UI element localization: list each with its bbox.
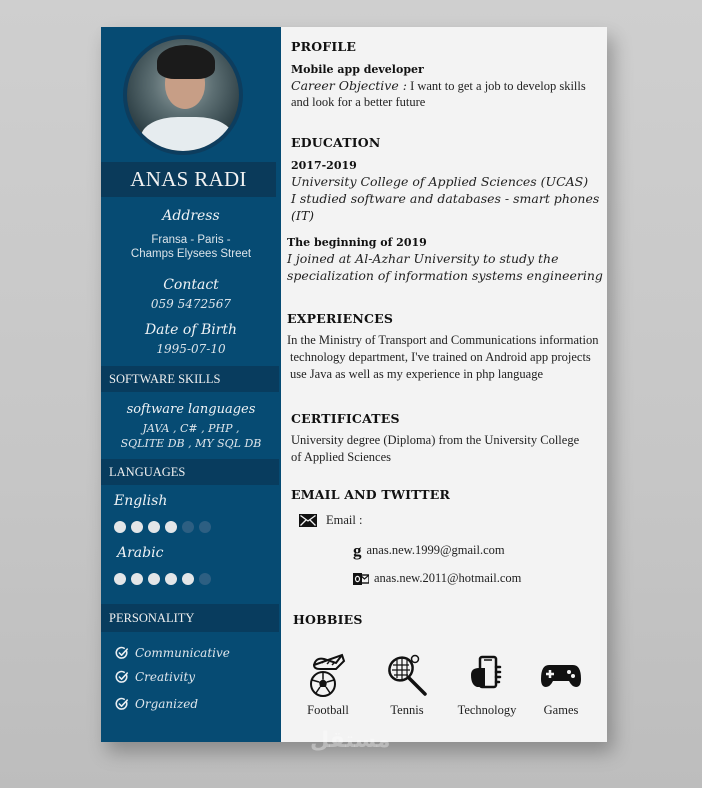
hobbies-heading: HOBBIES xyxy=(293,612,363,627)
dob-value: 1995-07-10 xyxy=(156,342,226,356)
rating-dot-empty xyxy=(182,521,194,533)
hobby-label: Tennis xyxy=(390,703,424,717)
google-icon: g xyxy=(353,540,362,560)
objective-text-2: and look for a better future xyxy=(291,95,426,109)
education-line: I joined at Al-Azhar University to study the xyxy=(287,251,559,266)
hotmail-address[interactable]: anas.new.2011@hotmail.com xyxy=(374,571,522,585)
gamepad-icon xyxy=(539,653,583,697)
smartphone-hand-icon xyxy=(465,653,509,697)
language-english: English xyxy=(114,493,168,509)
hobby-label: Football xyxy=(307,703,349,717)
personality-label: Creativity xyxy=(135,670,196,684)
hobby-games xyxy=(521,653,601,718)
rating-dot-filled xyxy=(165,573,177,585)
education-line: I studied software and databases - smart phones xyxy=(291,191,600,206)
education-line: University College of Applied Sciences (UCAS) xyxy=(291,174,589,189)
watermark: مستقل xyxy=(310,728,391,753)
hobby-label: Technology xyxy=(457,703,517,717)
envelope-icon xyxy=(299,514,317,527)
check-circle-icon xyxy=(115,670,129,684)
hotmail-row[interactable] xyxy=(353,571,521,586)
software-skills-header: SOFTWARE SKILLS xyxy=(101,366,279,392)
personality-label: Organized xyxy=(135,697,199,711)
software-languages-label: software languages xyxy=(126,402,256,417)
candidate-name: ANAS RADI xyxy=(101,162,276,197)
personality-item xyxy=(115,670,195,684)
certificate-line: University degree (Diploma) from the University College xyxy=(291,433,580,447)
rating-dot-filled xyxy=(131,521,143,533)
rating-dot-filled xyxy=(131,573,143,585)
contact-label: Contact xyxy=(163,277,219,293)
education-date-2: The beginning of 2019 xyxy=(287,236,427,249)
profile-title: Mobile app developer xyxy=(291,63,424,76)
tennis-racket-icon xyxy=(385,653,429,697)
career-objective xyxy=(291,77,586,95)
address-line-2: Champs Elysees Street xyxy=(130,248,252,260)
software-line-1: JAVA , C# , PHP , xyxy=(142,422,240,435)
personality-label: Communicative xyxy=(135,646,230,660)
rating-dot-empty xyxy=(199,521,211,533)
email-label-row xyxy=(299,513,362,528)
certificate-line: of Applied Sciences xyxy=(291,450,391,464)
address-label: Address xyxy=(162,208,220,224)
personality-item xyxy=(115,697,198,711)
personality-item xyxy=(115,646,230,660)
gmail-address[interactable]: anas.new.1999@gmail.com xyxy=(366,543,505,557)
rating-dot-filled xyxy=(148,521,160,533)
gmail-row[interactable] xyxy=(353,540,505,560)
software-line-2: SQLITE DB , MY SQL DB xyxy=(120,437,262,450)
resume-sidebar xyxy=(101,27,281,742)
check-circle-icon xyxy=(115,697,129,711)
hobby-label: Games xyxy=(543,703,579,717)
education-date-1: 2017-2019 xyxy=(291,159,357,172)
resume-main xyxy=(281,27,607,742)
contact-heading: EMAIL AND TWITTER xyxy=(291,487,451,502)
rating-dot-filled xyxy=(148,573,160,585)
dob-label: Date of Birth xyxy=(144,322,238,338)
language-arabic: Arabic xyxy=(117,545,164,561)
certificates-heading: CERTIFICATES xyxy=(291,411,400,426)
experience-line: In the Ministry of Transport and Communications information xyxy=(287,333,599,347)
contact-value: 059 5472567 xyxy=(150,297,232,311)
email-label: Email : xyxy=(326,513,363,527)
rating-dot-filled xyxy=(165,521,177,533)
football-icon xyxy=(306,653,350,697)
objective-label: Career Objective : xyxy=(291,78,407,93)
rating-dot-filled xyxy=(114,521,126,533)
resume-page xyxy=(101,27,607,742)
rating-dot-filled xyxy=(182,573,194,585)
personality-header: PERSONALITY xyxy=(101,604,279,632)
rating-dot-filled xyxy=(114,573,126,585)
objective-text: I want to get a job to develop skills xyxy=(410,79,586,93)
rating-dot-empty xyxy=(199,573,211,585)
check-circle-icon xyxy=(115,646,129,660)
experiences-heading: EXPERIENCES xyxy=(287,311,394,326)
arabic-rating xyxy=(114,573,211,585)
education-heading: EDUCATION xyxy=(291,135,381,150)
hobby-tennis xyxy=(367,653,447,718)
address-line-1: Fransa - Paris - xyxy=(151,234,231,246)
education-line: (IT) xyxy=(291,208,315,223)
hobby-football xyxy=(288,653,368,718)
hobby-technology xyxy=(447,653,527,718)
english-rating xyxy=(114,521,211,533)
profile-heading: PROFILE xyxy=(291,39,357,54)
experience-line: use Java as well as my experience in php language xyxy=(290,367,544,381)
languages-header: LANGUAGES xyxy=(101,459,279,485)
education-line: specialization of information systems engineering xyxy=(287,268,603,283)
outlook-icon xyxy=(353,572,369,586)
profile-photo xyxy=(123,35,243,155)
experience-line: technology department, I've trained on Android app projects xyxy=(290,350,591,364)
